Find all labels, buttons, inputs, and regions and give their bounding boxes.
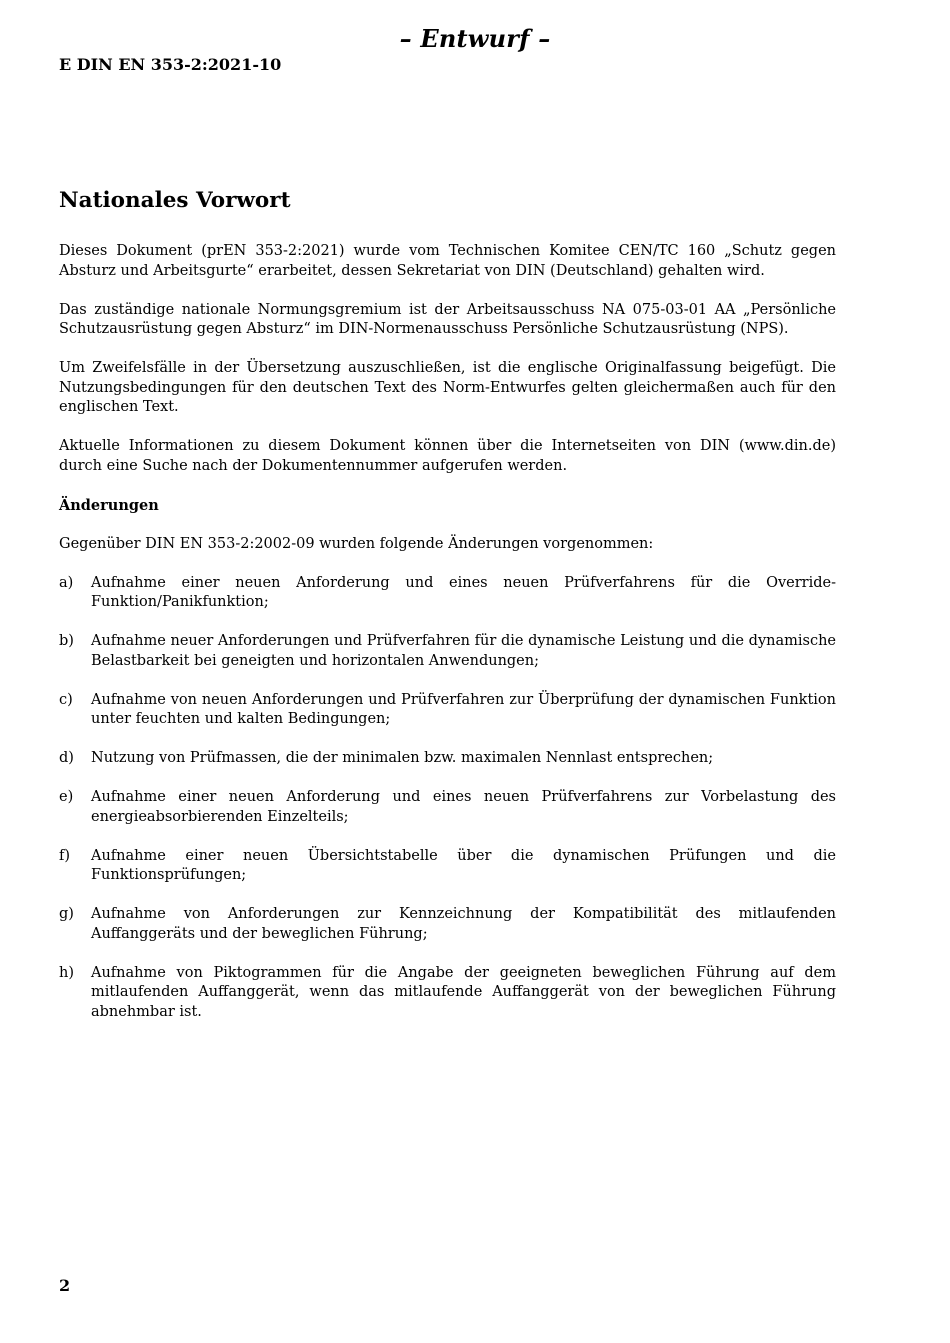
list-marker: h) <box>59 964 74 981</box>
list-marker: g) <box>59 906 74 922</box>
page-number: 2 <box>59 1276 71 1295</box>
list-item-text: Aufnahme einer neuen Anforderung und eines neuen Prüfverfahrens für die Override-Funktion/Panikfunktion; <box>91 574 836 610</box>
list-item <box>59 749 836 769</box>
list-marker: e) <box>59 789 74 805</box>
changes-heading: Änderungen <box>59 496 159 514</box>
paragraph-committee: Dieses Dokument (prEN 353-2:2021) wurde vom Technischen Komitee CEN/TC 160 „Schutz gegen Absturz und Arbeitsgurte“ erarbeitet, dessen Sekretariat von DIN (Deutschland) gehalten wird. <box>59 243 836 279</box>
list-item <box>59 691 836 730</box>
list-marker: a) <box>59 574 74 591</box>
list-item <box>59 788 836 827</box>
changes-intro: Gegenüber DIN EN 353-2:2002-09 wurden folgende Änderungen vorgenommen: <box>59 535 654 552</box>
draft-watermark: – Entwurf – <box>399 24 551 53</box>
list-item <box>59 574 836 613</box>
changes-list <box>59 574 836 1023</box>
list-item-text: Aufnahme von Piktogrammen für die Angabe der geeigneten beweglichen Führung auf dem mitlaufenden Auffanggerät, wenn das mitlaufende Auffanggerät von der beweglichen Führung abnehmbar ist. <box>91 964 836 1020</box>
list-marker: f) <box>59 847 71 864</box>
list-item-text: Aufnahme von neuen Anforderungen und Prüfverfahren zur Überprüfung der dynamischen Funktion unter feuchten und kalten Bedingungen; <box>91 691 836 727</box>
list-item-text: Nutzung von Prüfmassen, die der minimalen bzw. maximalen Nennlast entsprechen; <box>91 750 714 766</box>
page-content <box>59 186 836 1042</box>
list-marker: b) <box>59 633 74 649</box>
paragraph-national-body: Das zuständige nationale Normungsgremium ist der Arbeitsausschuss NA 075-03-01 AA „Persönliche Schutzausrüstung gegen Absturz“ im DIN-Normenausschuss Persönliche Schutzausrüstung (NPS). <box>59 301 836 337</box>
section-title: Nationales Vorwort <box>59 188 291 213</box>
list-item-text: Aufnahme von Anforderungen zur Kennzeichnung der Kompatibilität des mitlaufenden Auffanggeräts und der beweglichen Führung; <box>91 906 836 942</box>
paragraph-translation: Um Zweifelsfälle in der Übersetzung auszuschließen, ist die englische Originalfassung beigefügt. Die Nutzungsbedingungen für den deutschen Text des Norm-Entwurfes gelten gleichermaßen auch für den englischen Text. <box>59 360 836 415</box>
list-marker: d) <box>59 750 74 766</box>
list-marker: c) <box>59 691 73 708</box>
list-item <box>59 847 836 886</box>
list-item-text: Aufnahme neuer Anforderungen und Prüfverfahren für die dynamische Leistung und die dynamische Belastbarkeit bei geneigten und horizontalen Anwendungen; <box>91 633 836 669</box>
paragraph-information: Aktuelle Informationen zu diesem Dokument können über die Internetseiten von DIN (www.din.de) durch eine Suche nach der Dokumentennummer aufgerufen werden. <box>59 438 836 474</box>
list-item-text: Aufnahme einer neuen Übersichtstabelle über die dynamischen Prüfungen und die Funktionsprüfungen; <box>91 847 836 883</box>
document-id: E DIN EN 353-2:2021-10 <box>59 55 282 74</box>
list-item <box>59 632 836 671</box>
list-item-text: Aufnahme einer neuen Anforderung und eines neuen Prüfverfahrens zur Vorbelastung des energieabsorbierenden Einzelteils; <box>91 789 836 825</box>
list-item <box>59 964 836 1023</box>
list-item <box>59 905 836 944</box>
